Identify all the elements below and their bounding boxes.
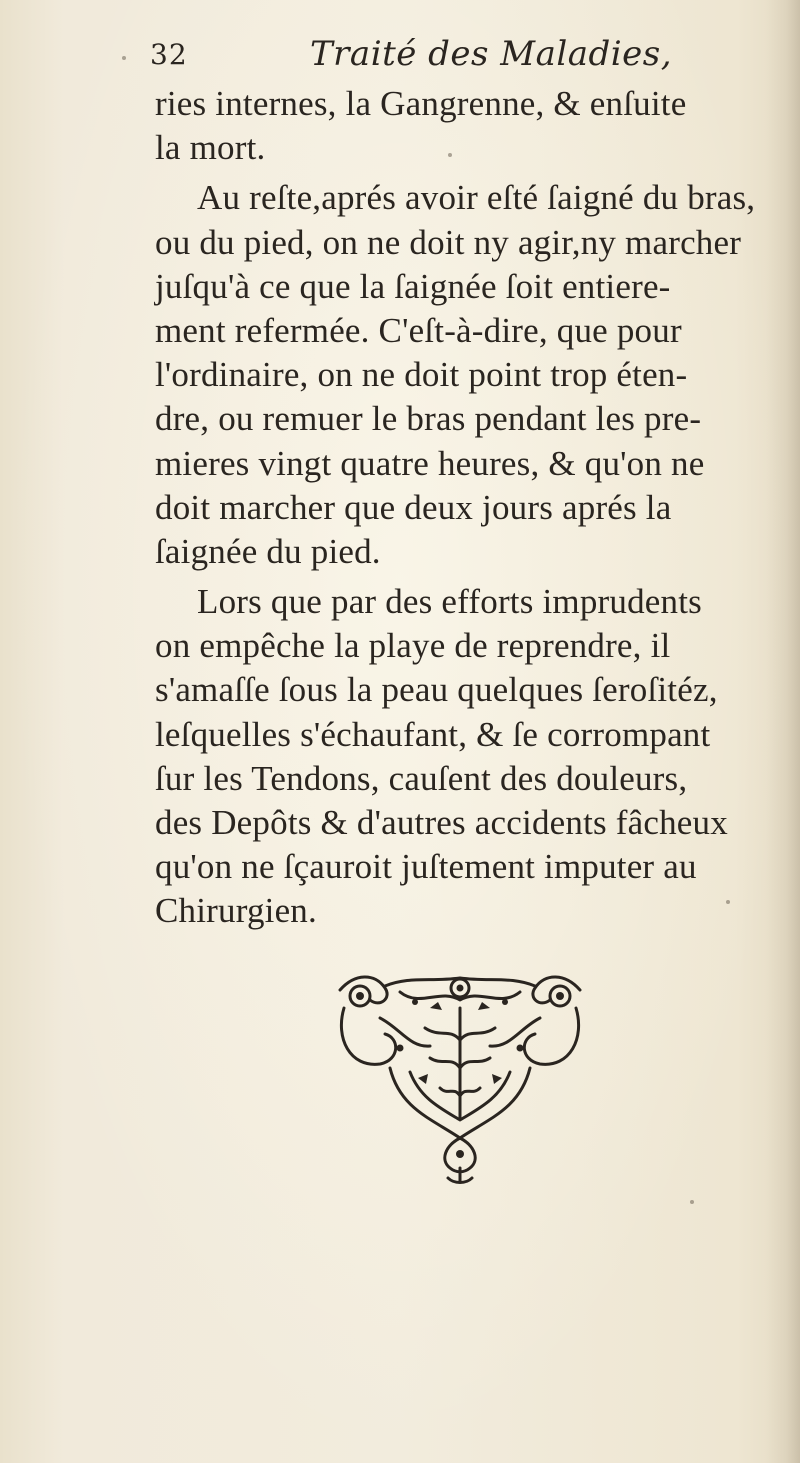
text-line: des Depôts & d'autres accidents fâcheux [155, 803, 728, 842]
paper-speck [726, 900, 730, 904]
text-line: s'amaſſe ſous la peau quelques ſeroſitéz, [155, 670, 718, 710]
text-line: qu'on ne ſçauroit juſtement imputer au [155, 847, 697, 887]
text-line: ment refermée. C'eſt-à-dire, que pour [155, 310, 682, 350]
paper-speck [122, 56, 126, 60]
text-line: Au reſte,aprés avoir eſté ſaigné du bras, [197, 178, 756, 218]
text-line: Lors que par des efforts imprudents [197, 582, 702, 622]
text-line: ſur les Tendons, cauſent des douleurs, [155, 758, 688, 798]
body-text [155, 82, 795, 934]
text-line: leſquelles s'échaufant, & ſe corrompant [155, 714, 711, 754]
text-line: ries internes, la Gangrenne, & enſuite [155, 84, 687, 123]
paper-speck [690, 1200, 694, 1204]
text-line: juſqu'à ce que la ſaignée ſoit entiere- [155, 266, 671, 306]
text-line: mieres vingt quatre heures, & qu'on ne [155, 443, 705, 483]
text-line: l'ordinaire, on ne doit point trop éten- [155, 355, 688, 395]
text-line: ou du pied, on ne doit ny agir,ny marcher [155, 222, 742, 262]
text-line: dre, ou remuer le bras pendant les pre- [155, 399, 702, 439]
paper-speck [448, 153, 452, 157]
running-title: Traité des Maladies, [310, 34, 673, 74]
fleuron-tailpiece-icon [330, 968, 590, 1188]
text-line: ſaignée du pied. [155, 531, 381, 571]
text-line: doit marcher que deux jours aprés la [155, 487, 672, 527]
running-head [150, 34, 710, 86]
text-line: on empêche la playe de reprendre, il [155, 626, 671, 666]
text-line: la mort. [155, 128, 266, 168]
page-number: 32 [150, 38, 188, 71]
text-line: Chirurgien. [155, 891, 317, 931]
